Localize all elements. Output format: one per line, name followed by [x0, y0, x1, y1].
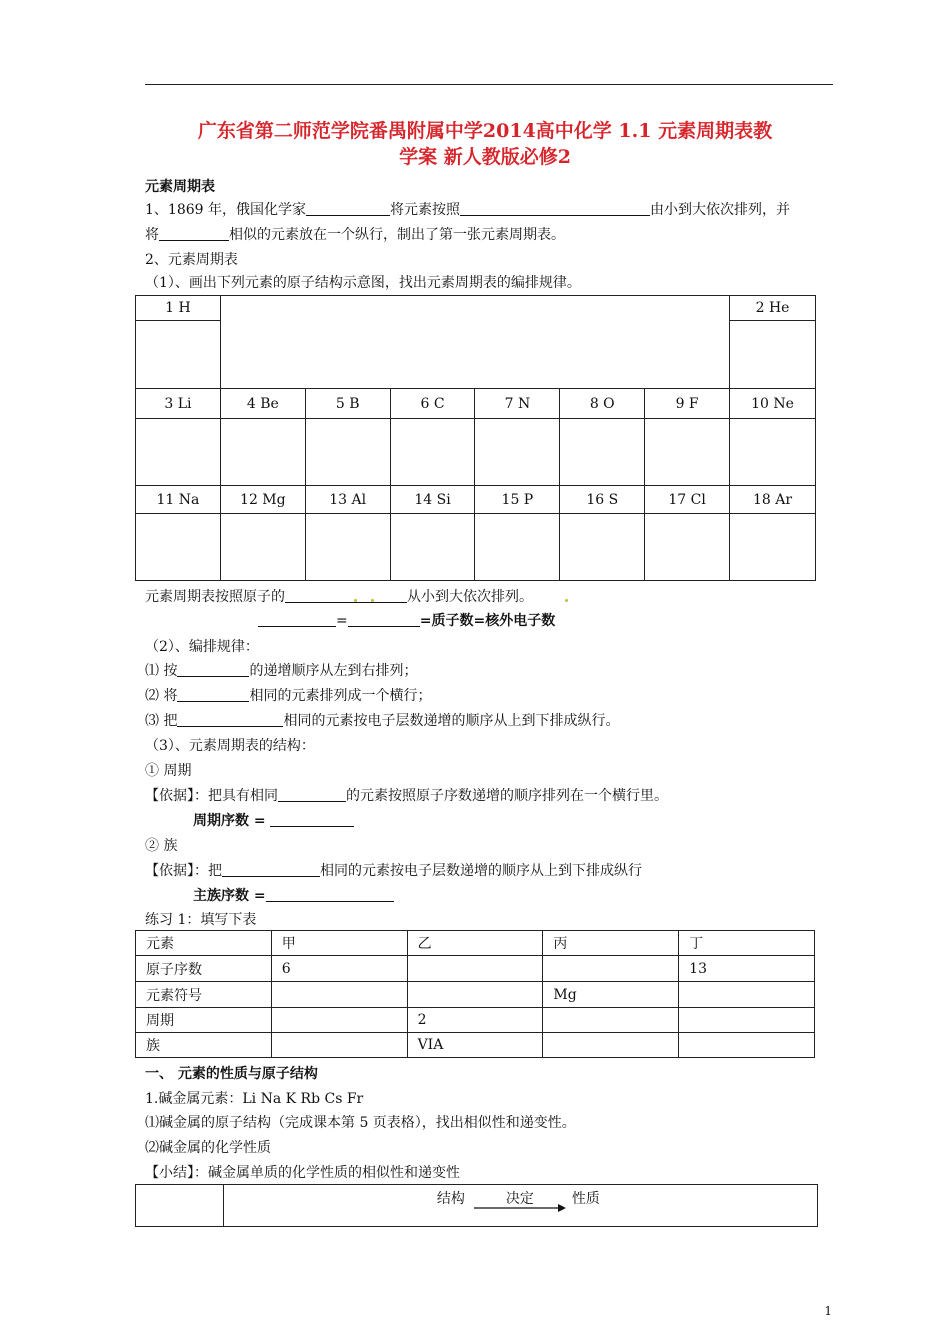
- ex-cell: 丙: [543, 931, 679, 956]
- summary-heading: 【小结】：碱金属单质的化学性质的相似性和递变性: [145, 1165, 460, 1181]
- rule-1: ⑴ 按 的递增顺序从左到右排列；: [145, 663, 418, 679]
- ex-cell[interactable]: [407, 956, 543, 982]
- cell-he: 2 He: [730, 296, 816, 321]
- scan-dot: [565, 599, 568, 602]
- cell-f: 9 F: [645, 389, 730, 419]
- draw-box[interactable]: [645, 419, 730, 486]
- rule-2: ⑵ 将 相同的元素排列成一个横行；: [145, 688, 432, 704]
- summary-right-cell[interactable]: [223, 1185, 817, 1227]
- draw-box[interactable]: [730, 419, 816, 486]
- ex-cell: 甲: [271, 931, 407, 956]
- group-basis: 【依据】：把 相同的元素按电子层数递增的顺序从上到下排成纵行: [145, 863, 642, 879]
- cell-b: 5 B: [305, 389, 390, 419]
- heading-periodic-table: 元素周期表: [145, 179, 215, 195]
- cell-li: 3 Li: [136, 389, 221, 419]
- draw-box[interactable]: [136, 514, 221, 581]
- ex-cell: 元素符号: [136, 982, 272, 1008]
- exercise-table: [135, 930, 815, 1058]
- draw-box[interactable]: [305, 514, 390, 581]
- flow-structure: 结构: [436, 1191, 465, 1207]
- title-line-2: 学案 新人教版必修2: [399, 146, 571, 168]
- cell-al: 13 Al: [305, 486, 390, 514]
- cell-n: 7 N: [475, 389, 560, 419]
- ex-cell: 元素: [136, 931, 272, 956]
- structure-heading: （3）、元素周期表的结构：: [145, 738, 315, 754]
- cell-cl: 17 Cl: [645, 486, 730, 514]
- cell-o: 8 O: [560, 389, 645, 419]
- rule-3: ⑶ 把 相同的元素按电子层数递增的顺序从上到下排成纵行。: [145, 713, 620, 729]
- summary-left-cell[interactable]: [136, 1185, 224, 1227]
- ex-cell: 丁: [679, 931, 815, 956]
- rules-heading: （2）、编排规律：: [145, 639, 259, 655]
- ex-cell: 乙: [407, 931, 543, 956]
- draw-box[interactable]: [730, 514, 816, 581]
- ex-cell[interactable]: [271, 1008, 407, 1033]
- blank-group-basis[interactable]: [222, 862, 320, 877]
- question-1-line-1: 1、1869 年，俄国化学家 将元素按照 由小到大依次排列，并: [145, 202, 790, 218]
- ex-cell[interactable]: [271, 982, 407, 1008]
- blank-rule-1[interactable]: [177, 662, 249, 677]
- blank-similar[interactable]: [159, 226, 229, 241]
- equation-line: = =质子数=核外电子数: [258, 610, 555, 630]
- ex-cell: 周期: [136, 1008, 272, 1033]
- section-1-heading: 一、 元素的性质与原子结构: [145, 1066, 318, 1082]
- blank-group-number[interactable]: [266, 887, 394, 902]
- ex-cell: 6: [271, 956, 407, 982]
- draw-box[interactable]: [305, 419, 390, 486]
- cell-h: 1 H: [136, 296, 221, 321]
- cell-be: 4 Be: [220, 389, 305, 419]
- blank-order[interactable]: [285, 588, 407, 603]
- ex-cell[interactable]: [543, 1008, 679, 1033]
- draw-box[interactable]: [560, 419, 645, 486]
- group-heading: ② 族: [145, 838, 178, 854]
- header-rule: [145, 84, 833, 85]
- ex-cell: VIA: [407, 1033, 543, 1058]
- draw-box[interactable]: [645, 514, 730, 581]
- cell-ne: 10 Ne: [730, 389, 816, 419]
- ex-cell: 2: [407, 1008, 543, 1033]
- ex-cell[interactable]: [679, 1033, 815, 1058]
- cell-mg: 12 Mg: [220, 486, 305, 514]
- draw-box[interactable]: [390, 514, 475, 581]
- blank-period-basis[interactable]: [278, 787, 346, 802]
- blank-rule-2[interactable]: [177, 687, 249, 702]
- draw-box[interactable]: [560, 514, 645, 581]
- alkali-chemistry: ⑵碱金属的化学性质: [145, 1140, 271, 1156]
- draw-box[interactable]: [475, 419, 560, 486]
- ex-cell: 族: [136, 1033, 272, 1058]
- scan-dot: [354, 599, 357, 602]
- cell-si: 14 Si: [390, 486, 475, 514]
- flow-property: 性质: [571, 1191, 600, 1207]
- ex-cell[interactable]: [679, 982, 815, 1008]
- exercise-heading: 练习 1：填写下表: [145, 912, 257, 928]
- ex-cell[interactable]: [271, 1033, 407, 1058]
- right-arrow-icon: [474, 1203, 566, 1213]
- ex-cell: Mg: [543, 982, 679, 1008]
- draw-box[interactable]: [390, 419, 475, 486]
- draw-box-he[interactable]: [730, 321, 816, 389]
- blank-chemist[interactable]: [306, 201, 390, 216]
- ex-cell[interactable]: [543, 1033, 679, 1058]
- ex-cell: 原子序数: [136, 956, 272, 982]
- blank-period-number[interactable]: [270, 812, 354, 827]
- alkali-structure: ⑴碱金属的原子结构（完成课本第 5 页表格），找出相似性和递变性。: [145, 1115, 576, 1131]
- question-1-line-2: 将 相似的元素放在一个纵行，制出了第一张元素周期表。: [145, 227, 565, 243]
- draw-box-h[interactable]: [136, 321, 221, 389]
- page-number: 1: [824, 1304, 832, 1318]
- period-number: 周期序数 =: [193, 810, 354, 830]
- ex-cell[interactable]: [407, 982, 543, 1008]
- draw-box[interactable]: [220, 514, 305, 581]
- periodic-table: [135, 295, 816, 581]
- ex-cell[interactable]: [543, 956, 679, 982]
- cell-s: 16 S: [560, 486, 645, 514]
- order-line: 元素周期表按照原子的 从小到大依次排列。: [145, 589, 533, 605]
- ex-cell[interactable]: [679, 1008, 815, 1033]
- blank-order-basis[interactable]: [460, 201, 650, 216]
- alkali-list: 1.碱金属元素：Li Na K Rb Cs Fr: [145, 1091, 364, 1107]
- question-2: 2、元素周期表: [145, 252, 238, 268]
- question-2-1: （1）、画出下列元素的原子结构示意图，找出元素周期表的编排规律。: [145, 275, 581, 291]
- blank-rule-3[interactable]: [177, 712, 283, 727]
- cell-c: 6 C: [390, 389, 475, 419]
- cell-na: 11 Na: [136, 486, 221, 514]
- period-basis: 【依据】：把具有相同 的元素按照原子序数递增的顺序排列在一个横行里。: [145, 788, 668, 804]
- period-heading: ① 周期: [145, 763, 192, 779]
- draw-box[interactable]: [136, 419, 221, 486]
- cell-p: 15 P: [475, 486, 560, 514]
- blank-eq-2[interactable]: [348, 612, 420, 627]
- cell-ar: 18 Ar: [730, 486, 816, 514]
- title-line-1: 广东省第二师范学院番禺附属中学2014高中化学 1.1 元素周期表教: [197, 120, 773, 142]
- group-number: 主族序数 =: [193, 885, 394, 905]
- draw-box[interactable]: [220, 419, 305, 486]
- empty-gap: [220, 296, 729, 389]
- flow-decide: 决定: [505, 1191, 534, 1207]
- ex-cell: 13: [679, 956, 815, 982]
- blank-eq-1[interactable]: [258, 612, 336, 627]
- scan-dot: [371, 599, 374, 602]
- draw-box[interactable]: [475, 514, 560, 581]
- summary-table: [135, 1184, 818, 1227]
